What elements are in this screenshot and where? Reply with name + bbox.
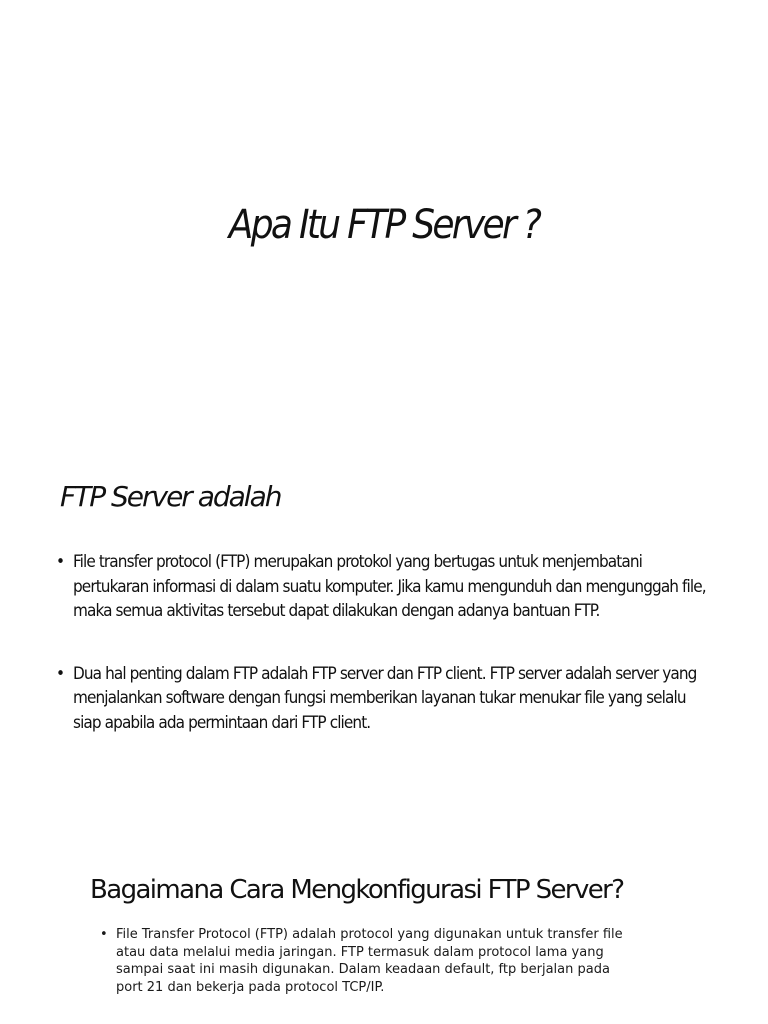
- bullet-dot-icon: •: [100, 927, 108, 942]
- slide-2-bullet-list: [56, 550, 716, 735]
- slide-2: [0, 440, 768, 840]
- bullet-text: File Transfer Protocol (FTP) adalah protocol yang digunakan untuk transfer file atau data melalui media jaringan. FTP termasuk dalam protocol lama yang sampai saat ini masih digunakan. Dalam keadaan default, ftp berjalan pada port 21 dan bekerja pada protocol TCP/IP.: [116, 927, 623, 995]
- bullet-text: Dua hal penting dalam FTP adalah FTP server dan FTP client. FTP server adalah server yang menjalankan software dengan fungsi memberikan layanan tukar menukar file yang selalu siap apabila ada permintaan dari FTP client.: [73, 663, 697, 733]
- bullet-item: [100, 926, 640, 996]
- slide-1-title: Apa Itu FTP Server ?: [228, 202, 540, 248]
- bullet-dot-icon: •: [56, 552, 65, 572]
- bullet-item: [56, 662, 716, 736]
- slide-2-title: FTP Server adalah: [60, 480, 281, 513]
- slide-3: [0, 840, 768, 1024]
- bullet-item: [56, 550, 716, 624]
- bullet-dot-icon: •: [56, 663, 65, 684]
- slide-3-title: Bagaimana Cara Mengkonfigurasi FTP Server?: [90, 875, 624, 905]
- slide-1: [0, 0, 768, 440]
- slide-3-bullet-list: [100, 926, 640, 996]
- bullet-text: File transfer protocol (FTP) merupakan protokol yang bertugas untuk menjembatani pertukaran informasi di dalam suatu komputer. Jika kamu mengunduh dan mengunggah file, maka semua aktivitas tersebut dapat dilakukan dengan adanya bantuan FTP.: [73, 552, 706, 621]
